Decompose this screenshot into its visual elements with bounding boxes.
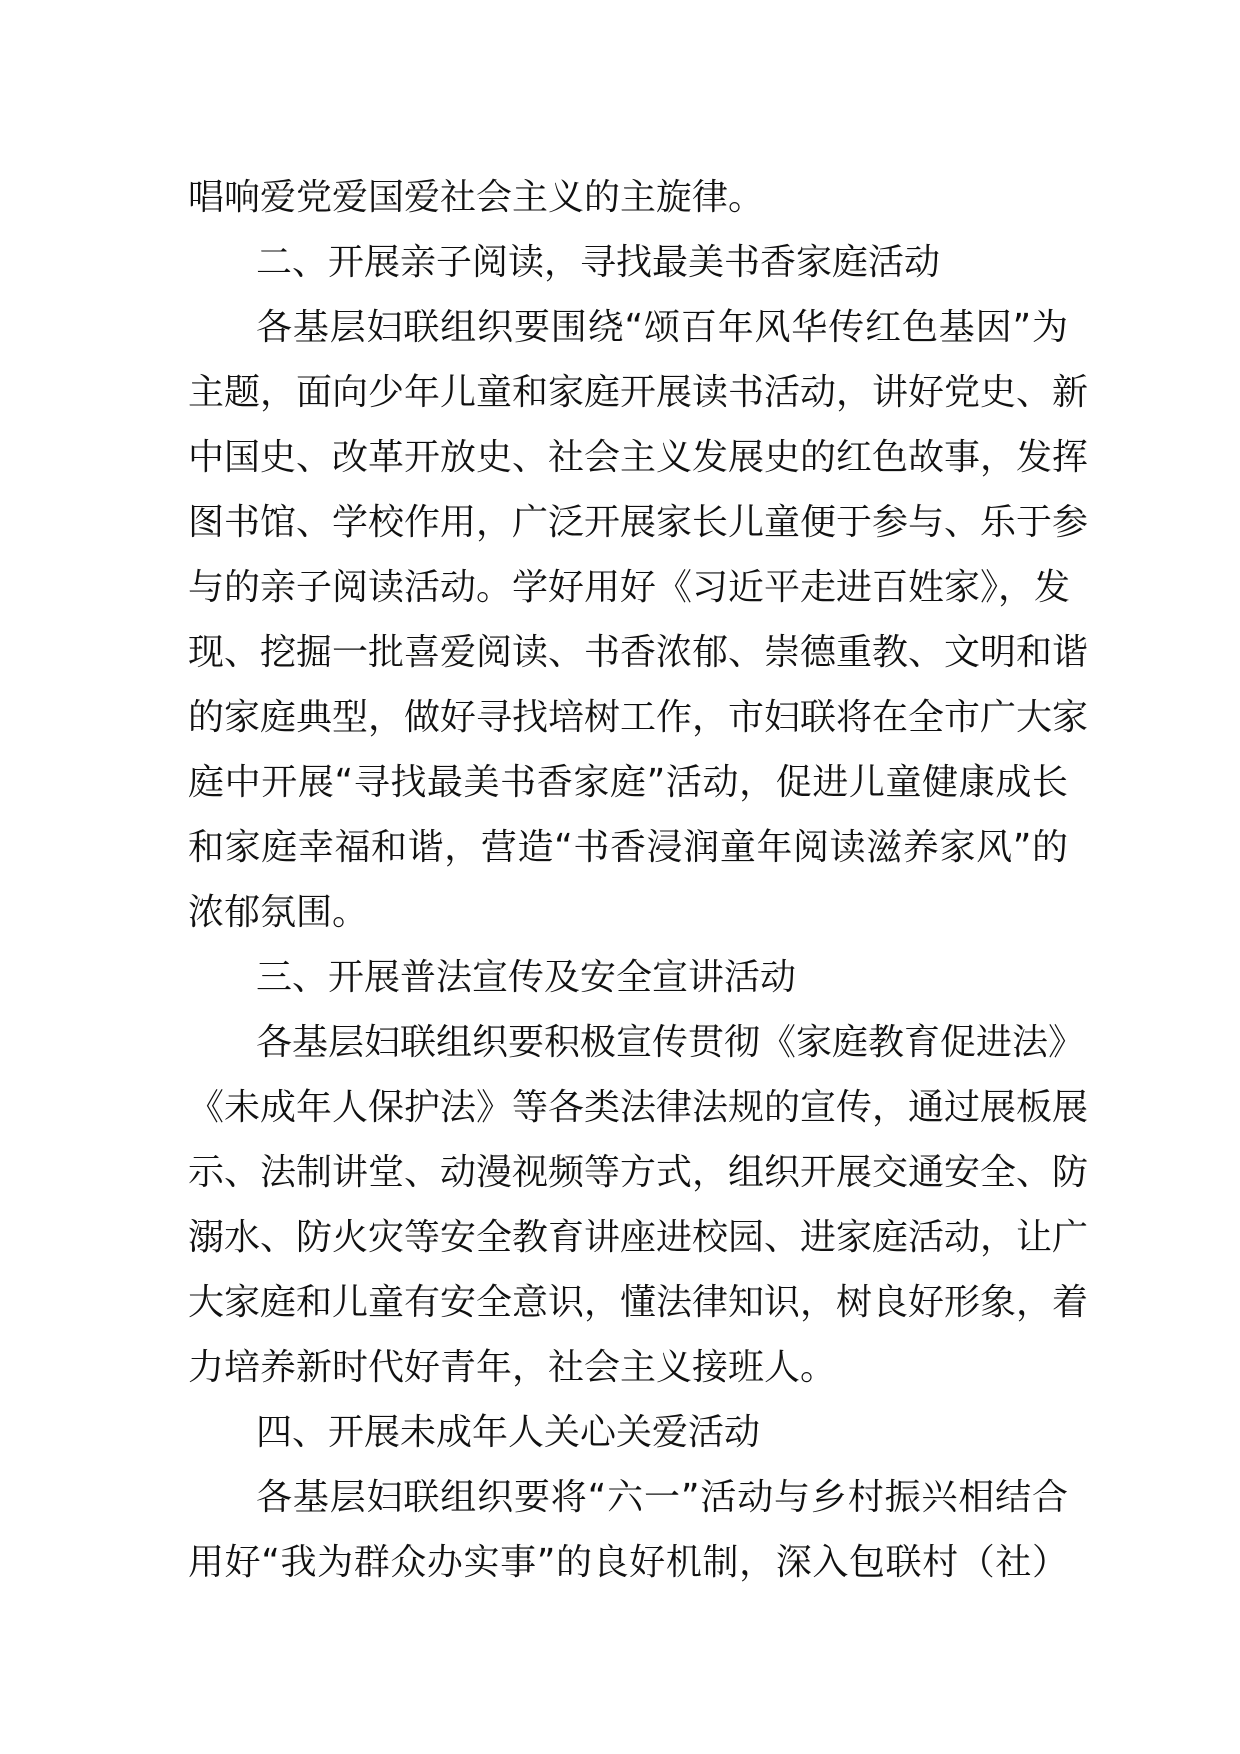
paragraph-line: 中国史、改革开放史、社会主义发展史的红色故事，发挥 — [188, 437, 1089, 478]
section-heading-3: 三、开展普法宣传及安全宣讲活动 — [256, 957, 797, 998]
paragraph-line: 溺水、防火灾等安全教育讲座进校园、进家庭活动，让广 — [188, 1217, 1089, 1258]
paragraph-line: 现、挖掘一批喜爱阅读、书香浓郁、崇德重教、文明和谐 — [188, 632, 1089, 673]
paragraph-line: 庭中开展“寻找最美书香家庭”活动，促进儿童健康成长 — [188, 762, 1068, 803]
document-body — [188, 165, 1089, 1595]
paragraph-line: 示、法制讲堂、动漫视频等方式，组织开展交通安全、防 — [188, 1152, 1089, 1193]
section-heading-2: 二、开展亲子阅读，寻找最美书香家庭活动 — [256, 242, 941, 283]
paragraph-line: 用好“我为群众办实事”的良好机制，深入包联村（社） — [188, 1542, 1068, 1583]
paragraph-line: 力培养新时代好青年，社会主义接班人。 — [188, 1347, 837, 1388]
paragraph-line: 各基层妇联组织要将“六一”活动与乡村振兴相结合 — [256, 1477, 1068, 1518]
paragraph-line: 唱响爱党爱国爱社会主义的主旋律。 — [188, 177, 765, 218]
paragraph-line: 主题，面向少年儿童和家庭开展读书活动，讲好党史、新 — [188, 372, 1089, 413]
paragraph-line: 大家庭和儿童有安全意识，懂法律知识，树良好形象，着 — [188, 1282, 1089, 1323]
paragraph-line: 浓郁氛围。 — [188, 892, 369, 933]
paragraph-line: 各基层妇联组织要积极宣传贯彻《家庭教育促进法》 — [256, 1022, 1085, 1063]
paragraph-line: 《未成年人保护法》等各类法律法规的宣传，通过展板展 — [188, 1087, 1089, 1128]
paragraph-line: 图书馆、学校作用，广泛开展家长儿童便于参与、乐于参 — [188, 502, 1089, 543]
paragraph-line: 各基层妇联组织要围绕“颂百年风华传红色基因”为 — [256, 307, 1068, 348]
paragraph-line: 与的亲子阅读活动。学好用好《习近平走进百姓家》，发 — [188, 567, 1071, 608]
paragraph-line: 的家庭典型，做好寻找培树工作，市妇联将在全市广大家 — [188, 697, 1089, 738]
paragraph-line: 和家庭幸福和谐，营造“书香浸润童年阅读滋养家风”的 — [188, 827, 1068, 868]
section-heading-4: 四、开展未成年人关心关爱活动 — [256, 1412, 761, 1453]
